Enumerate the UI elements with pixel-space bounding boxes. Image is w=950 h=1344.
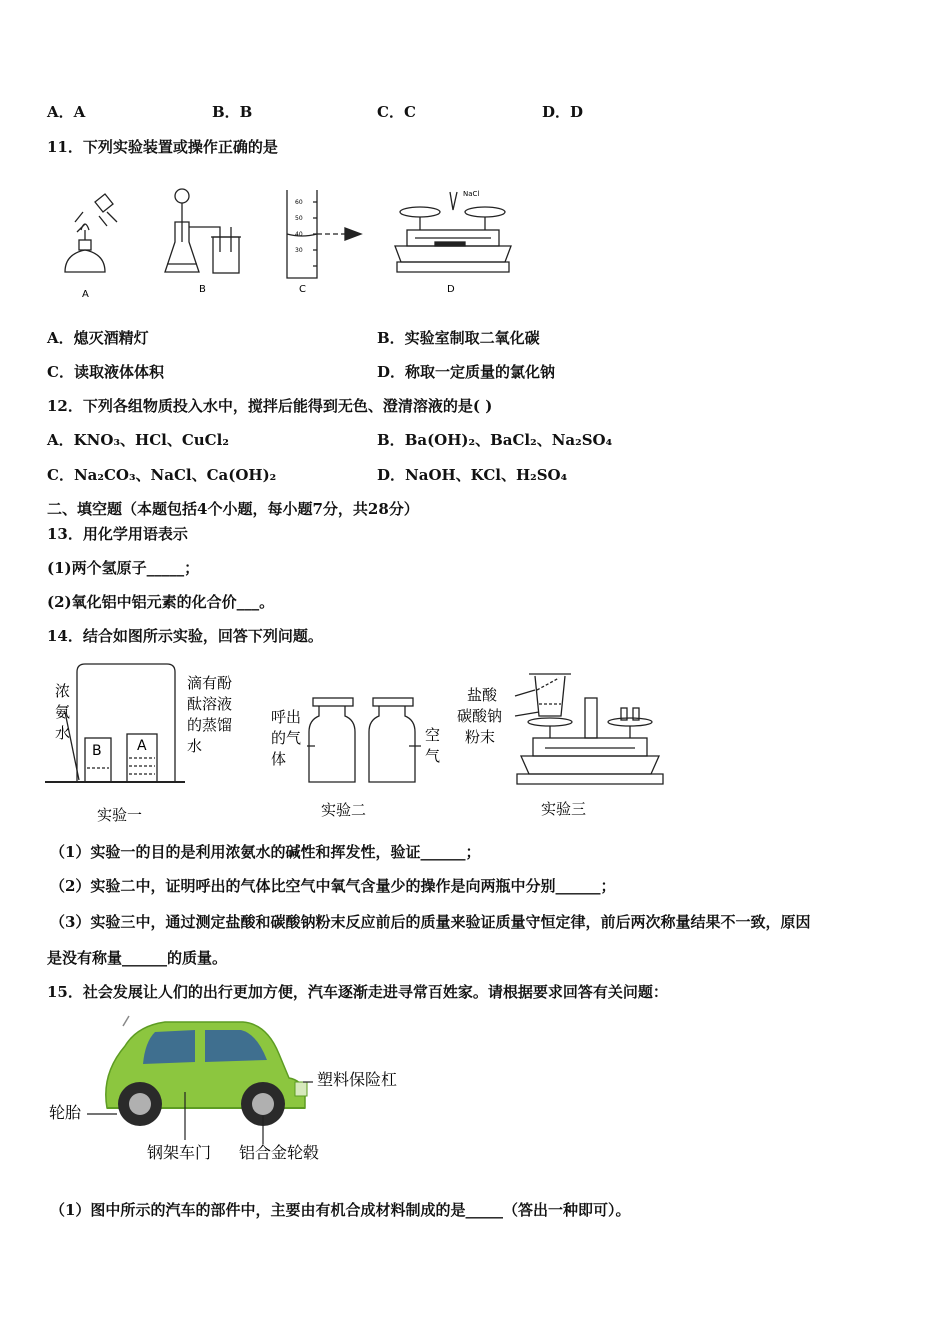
q13-item-2: (2)氧化铝中铝元素的化合价___。 (47, 593, 275, 611)
beaker-a-label: A (137, 738, 147, 754)
q11-option-b: B．实验室制取二氧化碳 (377, 329, 540, 347)
fig-label-c: C (299, 284, 306, 295)
exp1-right-label-3: 的蒸馏 (187, 716, 233, 734)
q11-option-d: D．称取一定质量的氯化钠 (377, 363, 556, 381)
exp3-label-2: 碳酸钠 (457, 707, 503, 725)
q14-question-3-line-1: （3）实验三中，通过测定盐酸和碳酸钠粉末反应前后的质量来验证质量守恒定律，前后两次称量结果不一致，原因 (50, 913, 811, 931)
exp3-caption: 实验三 (541, 800, 587, 818)
beaker-b-label: B (92, 743, 102, 759)
tick-30: 30 (295, 247, 303, 254)
exp1-right-label-2: 酞溶液 (187, 695, 233, 713)
q12-option-c: C．Na₂CO₃、NaCl、Ca(OH)₂ (47, 466, 277, 484)
balance-figure (395, 192, 511, 272)
exp2-caption: 实验二 (321, 801, 367, 819)
q13-stem: 13．用化学用语表示 (47, 525, 188, 543)
exp3-label-3: 粉末 (465, 728, 496, 746)
fig-label-d: D (447, 284, 455, 295)
q13-item-1: (1)两个氢原子_____； (47, 559, 200, 577)
section-2-heading: 二、填空题（本题包括4个小题，每小题7分，共28分） (47, 500, 419, 518)
q15-stem: 15．社会发展让人们的出行更加方便，汽车逐渐走进寻常百姓家。请根据要求回答有关问题： (47, 983, 668, 1001)
label-alloy-wheel: 铝合金轮毂 (239, 1143, 320, 1162)
exp2-left-label-3: 体 (271, 750, 287, 768)
q14-question-2: （2）实验二中，证明呼出的气体比空气中氧气含量少的操作是向两瓶中分别______； (50, 877, 616, 895)
exp1-right-label-4: 水 (187, 737, 203, 755)
label-plastic-bumper: 塑料保险杠 (317, 1070, 398, 1089)
q14-experiments-figure (45, 660, 665, 830)
car-figure (45, 1012, 425, 1172)
q10-option-a: A．A (47, 103, 86, 121)
q11-apparatus-figure (55, 182, 525, 302)
fig-label-a: A (82, 289, 89, 300)
tick-60: 60 (295, 199, 303, 206)
exp2-right-label-2: 气 (425, 747, 441, 765)
q14-stem: 14．结合如图所示实验，回答下列问题。 (47, 627, 323, 645)
q11-option-c: C．读取液体体积 (47, 363, 164, 381)
q10-option-c: C．C (377, 103, 416, 121)
q12-option-d: D．NaOH、KCl、H₂SO₄ (377, 466, 568, 484)
exp1-left-label-1: 浓 (55, 682, 71, 700)
q15-question-1: （1）图中所示的汽车的部件中，主要由有机合成材料制成的是_____（答出一种即可）。 (50, 1201, 631, 1219)
q14-question-3-line-2: 是没有称量______的质量。 (47, 949, 228, 967)
exp1-caption: 实验一 (97, 806, 143, 824)
experiment-3-figure (515, 674, 663, 784)
gas-generation-figure (165, 189, 241, 273)
exp1-left-label-3: 水 (55, 724, 71, 742)
q11-stem: 11．下列实验装置或操作正确的是 (47, 138, 278, 156)
q10-option-d: D．D (542, 103, 584, 121)
exp1-right-label-1: 滴有酚 (187, 674, 233, 692)
q12-option-a: A．KNO₃、HCl、CuCl₂ (47, 431, 229, 449)
nacl-label: NaCl (463, 190, 480, 198)
exp2-left-label-1: 呼出 (271, 708, 302, 726)
q10-option-b: B．B (212, 103, 253, 121)
exp1-left-label-2: 氨 (55, 703, 71, 721)
exp2-right-label-1: 空 (425, 726, 441, 744)
car-illustration (106, 1016, 307, 1126)
q12-option-b: B．Ba(OH)₂、BaCl₂、Na₂SO₄ (377, 431, 613, 449)
exp3-label-1: 盐酸 (467, 686, 498, 704)
q11-option-a: A．熄灭酒精灯 (47, 329, 149, 347)
q14-question-1: （1）实验一的目的是利用浓氨水的碱性和挥发性，验证______； (50, 843, 481, 861)
fig-label-b: B (199, 284, 206, 295)
label-steel-door: 钢架车门 (147, 1143, 212, 1162)
exp2-left-label-2: 的气 (271, 729, 302, 747)
experiment-2-figure (307, 698, 421, 782)
label-tire: 轮胎 (49, 1103, 82, 1122)
q12-stem: 12．下列各组物质投入水中，搅拌后能得到无色、澄清溶液的是( ) (47, 397, 493, 415)
alcohol-lamp-figure (65, 194, 117, 272)
tick-40: 40 (295, 231, 303, 238)
tick-50: 50 (295, 215, 303, 222)
